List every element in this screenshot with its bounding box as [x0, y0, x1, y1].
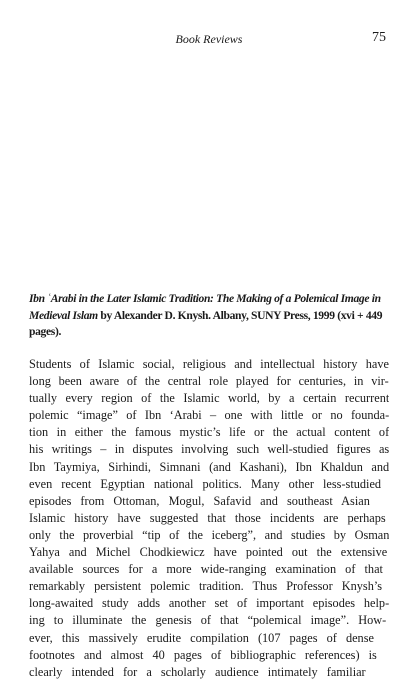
- body-line: tually every region of the Islamic world, by a certain recurrent: [29, 391, 389, 406]
- body-line: long-awaited study adds another set of important episodes help-: [29, 596, 389, 611]
- body-line: ever, this massively erudite compilation (107 pages of dense: [29, 630, 374, 645]
- body-line: available sources for a more wide-ranging examination of that: [29, 562, 383, 577]
- body-line: clearly intended for a scholarly audience intimately familiar: [29, 664, 366, 679]
- body-line: ing to illuminate the genesis of that “polemical image”. How-: [29, 613, 387, 628]
- body-line: episodes from Ottoman, Mogul, Safavid and southeast Asian: [29, 493, 370, 508]
- body-line: only the proverbial “tip of the iceberg”, and studies by Osman: [29, 527, 389, 542]
- review-body: [29, 356, 389, 681]
- running-title: Book Reviews: [175, 32, 243, 46]
- body-line: his writings – in disputes involving such well-studied figures as: [29, 442, 389, 457]
- body-line: even recent Egyptian national politics. Many other less-studied: [29, 476, 382, 491]
- review-citation: [29, 291, 389, 341]
- body-line: long been aware of the central role played for centuries, in vir-: [29, 374, 389, 389]
- page-number: 75: [372, 30, 386, 45]
- body-line: Ibn Taymiya, Sirhindi, Simnani (and Kashani), Ibn Khaldun and: [29, 459, 389, 474]
- body-line: remarkably persistent polemic tradition. Thus Professor Knysh’s: [29, 579, 383, 594]
- book-details: by Alexander D. Knysh. Albany, SUNY Press, 1999 (xvi + 449 pages).: [29, 308, 383, 338]
- body-line: tion in either the famous mystic’s life or the actual content of: [29, 425, 389, 440]
- body-line: Yahya and Michel Chodkiewicz have pointed out the extensive: [29, 545, 388, 560]
- running-header: [0, 30, 418, 48]
- book-title: Ibn ʿArabi in the Later Islamic Tradition: The Making of a Polemical Image in Medieval Islam: [29, 292, 381, 322]
- body-line: footnotes and almost 40 pages of bibliographic references) is: [29, 647, 377, 662]
- body-line: Students of Islamic social, religious and intellectual history have: [29, 357, 389, 371]
- body-line: Islamic history have suggested that those incidents are perhaps: [29, 510, 386, 525]
- body-line: polemic “image” of Ibn ‘Arabi – one with little or no founda-: [29, 408, 389, 423]
